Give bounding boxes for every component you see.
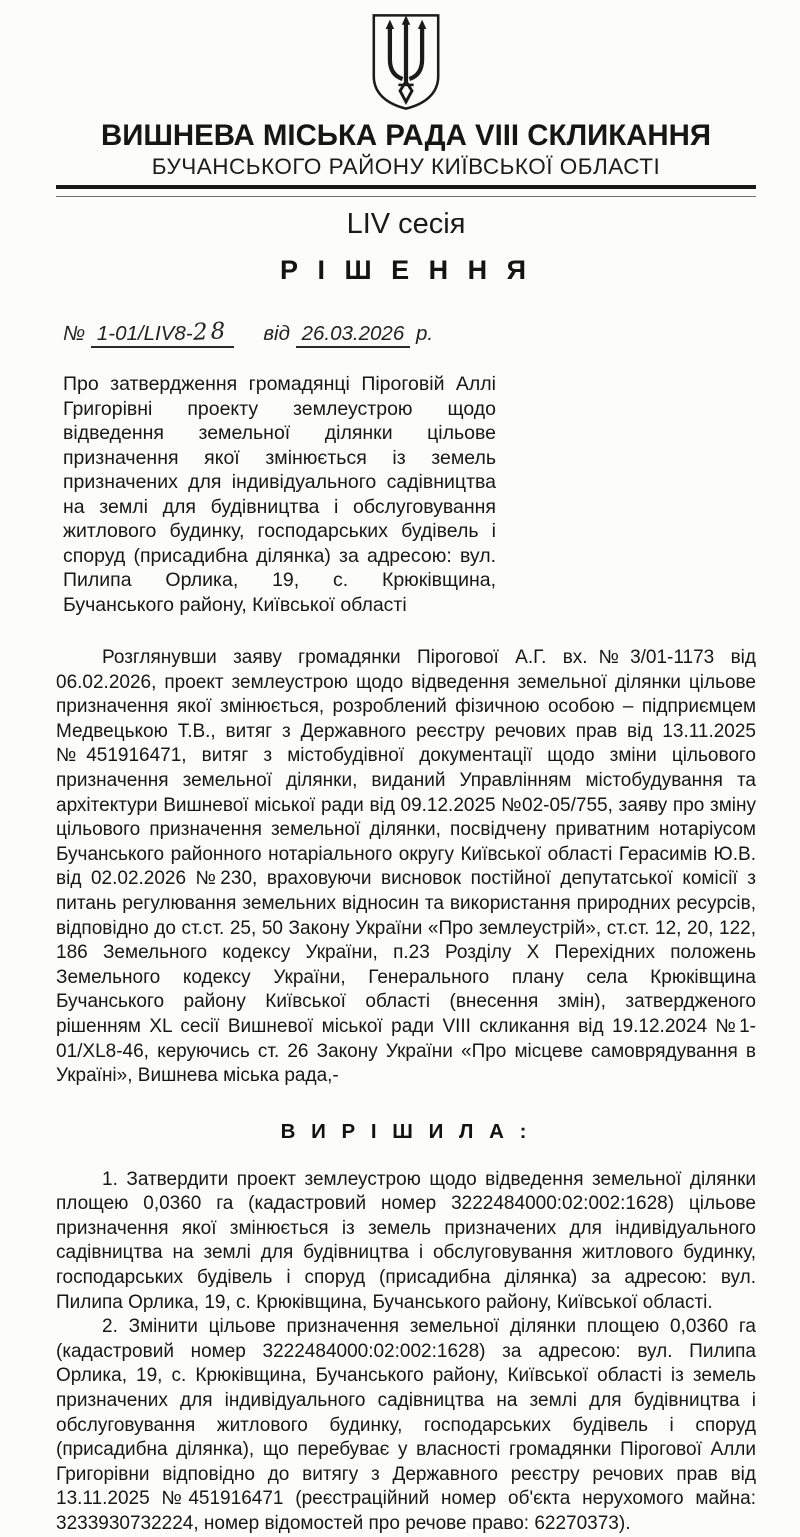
resolution-item-2: 2. Змінити цільове призначення земельної ділянки площею 0,0360 га (кадастровий номер 3222484000:02:002:1628) за адресою: вул. Пилипа Орлика, 19, с. Крюківщина, Бучанського району, Київської області із земель призначених для індивідуального садівництва на землі для будівництва і обслуговування житлового будинку, господарських будівель і споруд (присадибна ділянка), що перебуває у власності громадянки Пірогової Алли Григорівни відповідно до витягу з Державного реєстру речових прав від 13.11.2025 №451916471 (реєстраційний номер об'єкта нерухомого майна: 3233930732224, номер відомостей про речове право: 62270373).: [56, 1316, 756, 1534]
resolved-heading: В И Р І Ш И Л А :: [280, 1119, 532, 1143]
decision-number: [91, 318, 234, 348]
decision-date: 26.03.2026: [296, 322, 411, 348]
org-subtitle: БУЧАНСЬКОГО РАЙОНУ КИЇВСЬКОЇ ОБЛАСТІ: [151, 154, 661, 179]
year-suffix: р.: [415, 322, 434, 345]
resolution-item-1: 1. Затвердити проект землеустрою щодо відведення земельної ділянки площею 0,0360 га (кадастровий номер 3222484000:02:002:1628) цільове призначення якої змінюється із земель призначених для індивідуального садівництва на землі для будівництва і обслуговування житлового будинку, господарських будівель і споруд (присадибна ділянка) за адресою: вул. Пилипа Орлика, 19, с. Крюківщина, Бучанського району, Київської області.: [56, 1168, 756, 1313]
date-label: від: [263, 322, 290, 345]
decision-number-typed: 1-01/LIV8-: [96, 322, 193, 345]
preamble-paragraph: Розглянувши заяву громадянки Пірогової А.Г. вх.№3/01-1173 від 06.02.2026, проект землеустрою щодо відведення земельної ділянки цільове призначення якої змінюється, розроблений фізичною особою – підприємцем Медвецькою Т.В., витяг з Державного реєстру речових прав від 13.11.2025 №451916471, витяг з містобудівної документації щодо зміни цільового призначення земельної ділянки, виданий Управлінням містобудування та архітектури Вишневої міської ради від 09.12.2025 №02-05/755, заяву про зміну цільового призначення земельної ділянки, посвідчену приватним нотаріусом Бучанського районного нотаріального округу Київської області Герасимів Ю.В. від 02.02.2026 №230, враховуючи висновок постійної депутатської комісії з питань регулювання земельних відносин та використання природних ресурсів, відповідно до ст.ст. 25, 50 Закону України «Про землеустрій», ст.ст. 12, 20, 122, 186 Земельного кодексу України, п.23 Розділу X Перехідних положень Земельного кодексу України, Генерального плану села Крюківщина Бучанського району Київської області (внесення змін), затвердженого рішенням XL сесії Вишневої міської ради VIII скликання від 19.12.2024 №1-01/XL8-46, керуючись ст. 26 Закону України «Про місцеве самоврядування в Україні», Вишнева міська рада,-: [56, 647, 756, 1087]
decision-number-handwritten: 28: [191, 318, 229, 346]
number-sign-label: №: [63, 322, 86, 345]
session-title: LIV сесія: [346, 208, 466, 240]
org-title: ВИШНЕВА МІСЬКА РАДА VIII СКЛИКАННЯ: [101, 119, 711, 152]
number-date-line: [56, 320, 756, 346]
document-type-heading: Р І Ш Е Н Н Я: [279, 255, 533, 285]
coat-of-arms: [56, 12, 756, 117]
header-divider: [56, 185, 756, 197]
subject-paragraph: Про затвердження громадянці Піроговій Аллі Григорівні проекту землеустрою щодо відведення земельної ділянки цільове призначення якої змінюється із земель призначених для індивідуального садівництва на землі для будівництва і обслуговування житлового будинку, господарських будівель і споруд (присадибна ділянка) за адресою: вул. Пилипа Орлика, 19, с. Крюківщина, Бучанського району, Київської області: [63, 373, 496, 616]
ukraine-trident-icon: [367, 12, 445, 112]
